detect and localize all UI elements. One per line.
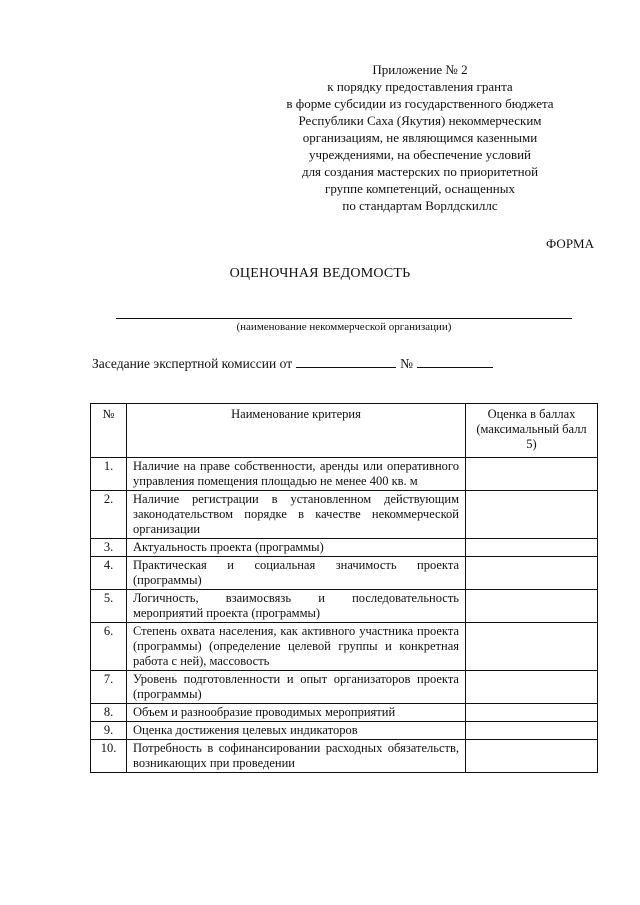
row-score-cell <box>466 722 598 740</box>
row-criterion: Степень охвата населения, как активного участника проекта (программы) (определение целевой группы и конкретная работа с ней), массовость <box>127 623 466 671</box>
appendix-line: организациям, не являющимся казенными <box>302 130 538 145</box>
row-number: 5. <box>91 590 127 623</box>
table-row <box>91 590 598 623</box>
table-row <box>91 671 598 704</box>
meeting-date-blank <box>296 356 396 368</box>
row-score-cell <box>466 458 598 491</box>
row-number: 10. <box>91 740 127 773</box>
row-number: 9. <box>91 722 127 740</box>
organization-caption: (наименование некоммерческой организации) <box>236 321 452 333</box>
row-criterion: Объем и разнообразие проводимых мероприятий <box>127 704 466 722</box>
row-score-cell <box>466 539 598 557</box>
row-criterion: Логичность, взаимосвязь и последовательность мероприятий проекта (программы) <box>127 590 466 623</box>
appendix-line: по стандартам Ворлдскиллс <box>342 198 498 213</box>
appendix-header <box>250 61 590 214</box>
header-score: Оценка в баллах (максимальный балл 5) <box>466 404 598 458</box>
appendix-line: Приложение № 2 <box>372 62 468 77</box>
criteria-table <box>90 403 598 773</box>
table-row <box>91 458 598 491</box>
row-number: 2. <box>91 491 127 539</box>
row-score-cell <box>466 623 598 671</box>
row-number: 7. <box>91 671 127 704</box>
table-row <box>91 539 598 557</box>
row-score-cell <box>466 740 598 773</box>
meeting-prefix: Заседание экспертной комиссии от <box>92 356 293 371</box>
row-number: 4. <box>91 557 127 590</box>
meeting-line <box>92 356 493 372</box>
row-score-cell <box>466 704 598 722</box>
table-row <box>91 623 598 671</box>
row-number: 8. <box>91 704 127 722</box>
meeting-number-sign: № <box>400 356 413 371</box>
row-number: 1. <box>91 458 127 491</box>
appendix-line: группе компетенций, оснащенных <box>325 181 515 196</box>
header-criterion: Наименование критерия <box>127 404 466 458</box>
row-number: 6. <box>91 623 127 671</box>
table-row <box>91 557 598 590</box>
row-score-cell <box>466 557 598 590</box>
appendix-line: к порядку предоставления гранта <box>327 79 513 94</box>
row-criterion: Практическая и социальная значимость проекта (программы) <box>127 557 466 590</box>
header-number: № <box>91 404 127 458</box>
row-criterion: Потребность в софинансировании расходных обязательств, возникающих при проведении <box>127 740 466 773</box>
appendix-line: Республики Саха (Якутия) некоммерческим <box>298 113 542 128</box>
appendix-line: для создания мастерских по приоритетной <box>301 164 539 179</box>
row-criterion: Уровень подготовленности и опыт организаторов проекта (программы) <box>127 671 466 704</box>
appendix-line: учреждениями, на обеспечение условий <box>309 147 531 162</box>
table-row <box>91 704 598 722</box>
meeting-number-blank <box>417 356 493 368</box>
row-criterion: Наличие регистрации в установленном действующим законодательством порядке в качестве некоммерческой организации <box>127 491 466 539</box>
document-title: ОЦЕНОЧНАЯ ВЕДОМОСТЬ <box>229 266 411 281</box>
row-score-cell <box>466 671 598 704</box>
row-score-cell <box>466 491 598 539</box>
row-number: 3. <box>91 539 127 557</box>
table-header-row <box>91 404 598 458</box>
form-label: ФОРМА <box>546 236 594 251</box>
row-criterion: Оценка достижения целевых индикаторов <box>127 722 466 740</box>
row-criterion: Наличие на праве собственности, аренды или оперативного управления помещения площадью не менее 400 кв. м <box>127 458 466 491</box>
table-row <box>91 491 598 539</box>
row-score-cell <box>466 590 598 623</box>
table-row <box>91 722 598 740</box>
row-criterion: Актуальность проекта (программы) <box>127 539 466 557</box>
appendix-line: в форме субсидии из государственного бюджета <box>286 96 554 111</box>
organization-name-line <box>116 318 572 319</box>
table-row <box>91 740 598 773</box>
